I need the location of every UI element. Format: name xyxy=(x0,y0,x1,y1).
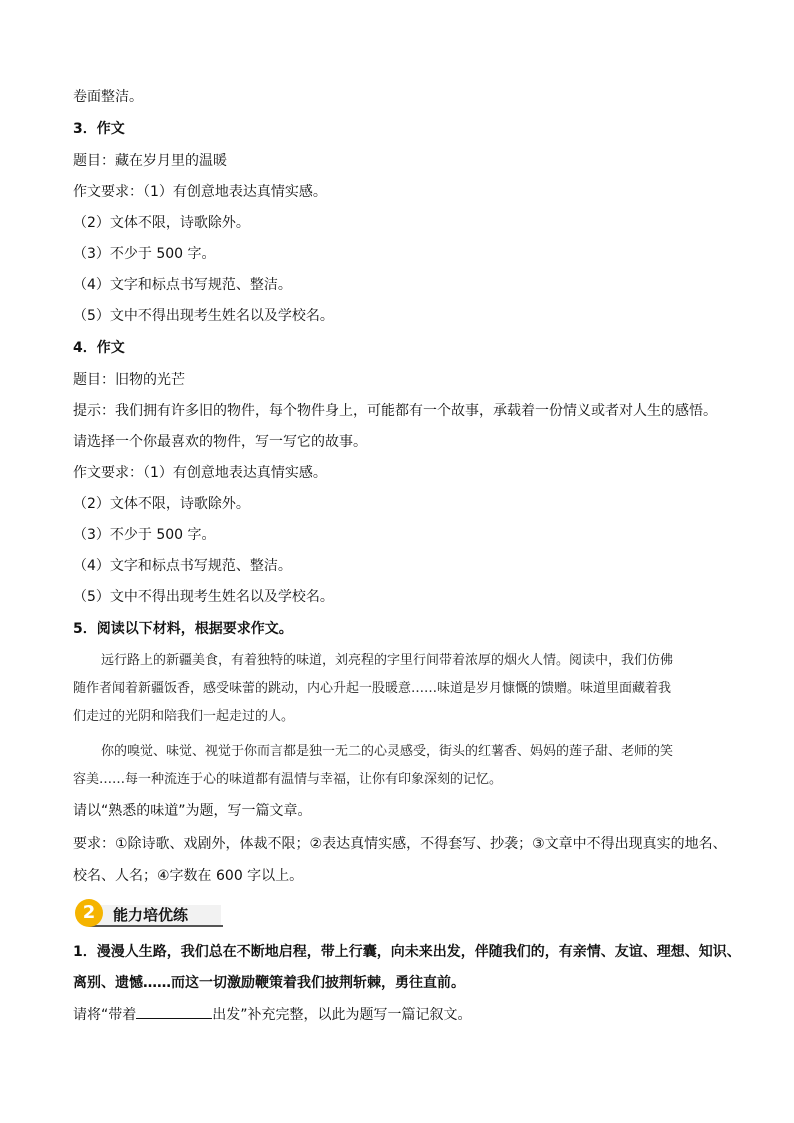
question-5-requirement: 校名、人名；④字数在 600 字以上。 xyxy=(73,868,304,884)
question-3-heading: 3．作文 xyxy=(73,121,125,137)
question-4-requirement: （2）文体不限，诗歌除外。 xyxy=(73,496,250,512)
prompt-text-before: 请将“带着 xyxy=(73,1007,137,1023)
text-line: 卷面整洁。 xyxy=(73,89,143,105)
section-header-underline xyxy=(89,925,223,927)
fill-in-blank xyxy=(136,1004,212,1019)
section-number-badge: 2 xyxy=(75,899,103,927)
question-4-title: 题目：旧物的光芒 xyxy=(73,372,185,388)
material-paragraph-line: 容美……每一种流连于心的味道都有温情与幸福，让你有印象深刻的记忆。 xyxy=(73,772,503,787)
section-2-question-1: 1．漫漫人生路，我们总在不断地启程，带上行囊，向未来出发，伴随我们的，有亲情、友谊、理想、知识、 xyxy=(73,944,741,960)
section-title: 能力培优练 xyxy=(113,906,189,924)
question-3-requirement: （3）不少于 500 字。 xyxy=(73,246,216,262)
section-2-question-1: 离别、遗憾……而这一切激励鞭策着我们披荆斩棘，勇往直前。 xyxy=(73,975,465,991)
question-4-requirement: （5）文中不得出现考生姓名以及学校名。 xyxy=(73,589,334,605)
question-4-requirement: （4）文字和标点书写规范、整洁。 xyxy=(73,558,292,574)
prompt-text-after: 出发”补充完整，以此为题写一篇记叙文。 xyxy=(212,1007,472,1023)
question-4-tip: 请选择一个你最喜欢的物件，写一写它的故事。 xyxy=(73,434,367,450)
question-3-requirement: （2）文体不限，诗歌除外。 xyxy=(73,215,250,231)
material-paragraph-line: 远行路上的新疆美食，有着独特的味道，刘亮程的字里行间带着浓厚的烟火人情。阅读中，我们仿佛 xyxy=(101,653,674,668)
question-3-title: 题目：藏在岁月里的温暖 xyxy=(73,153,227,169)
section-header xyxy=(73,899,223,929)
section-2-prompt xyxy=(73,1004,472,1025)
material-paragraph-line: 你的嗅觉、味觉、视觉于你而言都是独一无二的心灵感受，街头的红薯香、妈妈的莲子甜、老师的笑 xyxy=(101,744,674,759)
material-paragraph-line: 们走过的光阴和陪我们一起走过的人。 xyxy=(73,709,295,724)
question-5-prompt: 请以“熟悉的味道”为题，写一篇文章。 xyxy=(73,803,312,819)
material-paragraph-line: 随作者闻着新疆饭香，感受味蕾的跳动，内心升起一股暖意……味道是岁月慷慨的馈赠。味道里面藏着我 xyxy=(73,681,672,696)
question-3-requirement: 作文要求：（1）有创意地表达真情实感。 xyxy=(73,184,327,200)
question-3-requirement: （5）文中不得出现考生姓名以及学校名。 xyxy=(73,308,334,324)
question-4-heading: 4．作文 xyxy=(73,340,125,356)
question-5-heading: 5．阅读以下材料，根据要求作文。 xyxy=(73,621,293,637)
question-4-tip: 提示：我们拥有许多旧的物件，每个物件身上，可能都有一个故事，承载着一份情义或者对人生的感悟。 xyxy=(73,403,717,419)
question-4-requirement: 作文要求：（1）有创意地表达真情实感。 xyxy=(73,465,327,481)
question-3-requirement: （4）文字和标点书写规范、整洁。 xyxy=(73,277,292,293)
question-4-requirement: （3）不少于 500 字。 xyxy=(73,527,216,543)
question-5-requirement: 要求：①除诗歌、戏剧外，体裁不限；②表达真情实感，不得套写、抄袭；③文章中不得出现真实的地名、 xyxy=(73,836,727,852)
